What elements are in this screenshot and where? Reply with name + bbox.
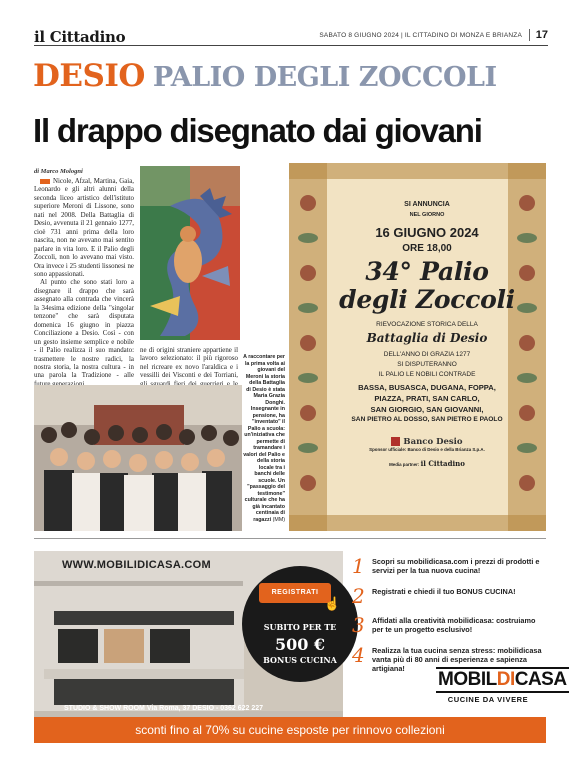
ad-discount-banner: sconti fino al 70% su cucine esposte per rinnovo collezioni <box>34 717 546 743</box>
poster-contrade-line: PIAZZA, PRATI, SAN CARLO, <box>374 394 480 403</box>
media-name: il Cittadino <box>420 459 465 468</box>
paragraph-text: ne di origini straniere appartiene il lavoro selezionato: il più rigoroso nel ricreare ex novo l'araldica e i vessilli dei Visconti e dei Torriani, <box>140 347 238 380</box>
brand-logo <box>436 667 569 693</box>
ad-url[interactable]: WWW.MOBILIDICASA.COM <box>62 559 211 571</box>
article-column-1 <box>34 178 134 380</box>
poster-line: SI DISPUTERANNO <box>397 361 457 368</box>
article-paragraph <box>34 178 134 279</box>
poster-media <box>329 459 525 468</box>
mobilidicasa-brand <box>436 667 567 704</box>
poster-time: ORE 18,00 <box>402 243 452 254</box>
drappo-artwork-photo <box>140 166 240 340</box>
section-kicker <box>33 58 497 92</box>
step-number: 4 <box>352 642 365 667</box>
headline: Il drappo disegnato dai giovani <box>33 112 482 149</box>
media-label: Media partner: <box>389 462 420 467</box>
page-number: 17 <box>529 29 548 41</box>
step-number: 2 <box>352 583 365 608</box>
register-button[interactable]: REGISTRATI <box>259 583 331 603</box>
dateline: SABATO 8 GIUGNO 2024 | IL CITTADINO DI MONZA E BRIANZA <box>319 32 522 39</box>
promo-line-1: SUBITO PER TE <box>263 622 337 632</box>
caption-credit: (MM) <box>272 516 285 523</box>
step-text: Affidati alla creatività mobilidicasa: costruiamo per te un progetto esclusivo! <box>372 616 536 634</box>
promo-line-3: BONUS CUCINA <box>263 655 337 665</box>
drappo-artwork-image <box>140 166 240 340</box>
banco-desio-logo-icon <box>391 437 400 446</box>
poster-battle: Battaglia di Desio <box>366 331 488 345</box>
poster-content <box>329 181 525 511</box>
bank-name: Banco Desio <box>403 436 463 447</box>
brand-tagline: CUCINE DA VIVERE <box>447 695 529 704</box>
step-number: 3 <box>352 613 365 637</box>
paragraph-text: Nicole, Afzal, Martina, Gaia, Leonardo e gli altri alunni della seconda liceo artistico dell'istituto superiore Meroni di Lissone, sono nati nel 2008. Della Battaglia di Desio, avvenuta il 21 gennaio 1277, cioè 731 anni prima della loro nascita, non ne avevano mai sentito parlare in vita loro. E il Palio degli Zoccoli, non lo avevano mai visto. Ora invece i 25 studenti lissonesi ne sono appassionati. <box>34 178 134 278</box>
poster-line: DELL'ANNO DI GRAZIA 1277 <box>383 351 471 358</box>
group-photo-image <box>34 385 242 531</box>
kicker-place: DESIO <box>33 58 145 94</box>
poster-line: RIEVOCAZIONE STORICA DELLA <box>376 321 478 328</box>
palio-poster <box>289 163 546 531</box>
promo-amount: 500 € <box>274 635 326 654</box>
kicker-event: PALIO DEGLI ZOCCOLI <box>152 62 497 93</box>
article-paragraph: Al punto che sono stati loro a disegnare il drappo che sarà assegnato alla contrada che vincerà la 34esima edizione della "singolar tenzone" che sarà disputata domenica 16 giugno in piazza Conciliazione a Desio. Così - con un gesto insieme semplice e nobile - il Palio realizza il suo mandato: trasmettere le nostre radici, la nostra storia, la nostra cultura - in una parola la Tradizione - alle <box>34 279 134 380</box>
step-text: Scopri su mobilidicasa.com i prezzi di prodotti e servizi per la tua nuova cucina! <box>372 557 540 575</box>
poster-title-2: degli Zoccoli <box>339 285 515 314</box>
ad-step <box>352 583 548 613</box>
mobilidicasa-ad <box>34 551 567 743</box>
poster-title-1: 34° Palio <box>365 257 489 286</box>
step-text: Registrati e chiedi il tuo BONUS CUCINA! <box>372 586 516 596</box>
poster-line: NEL GIORNO <box>409 212 445 218</box>
newspaper-logo: il Cittadino <box>34 28 126 46</box>
step-text: Realizza la tua cucina senza stress: mobilidicasa vanta più di 80 anni di esperienza e sapienza artigiana! <box>372 645 542 673</box>
ad-step <box>352 613 548 642</box>
ad-steps <box>352 554 548 685</box>
poster-contrade-line: SAN PIETRO AL DOSSO, SAN PIETRO E PAOLO <box>351 416 503 423</box>
poster-line: IL PALIO LE NOBILI CONTRADE <box>378 371 476 378</box>
step-number: 1 <box>352 554 365 578</box>
masthead <box>34 28 548 46</box>
poster-contrade-line: SAN GIORGIO, SAN GIOVANNI, <box>370 405 484 414</box>
students-group-photo <box>34 385 242 531</box>
promo-circle <box>242 566 358 682</box>
section-divider <box>34 538 546 539</box>
brand-part: MOBIL <box>438 669 497 690</box>
poster-line: SI ANNUNCIA <box>404 201 450 208</box>
poster-date: 16 GIUGNO 2024 <box>375 225 479 240</box>
photo-caption <box>243 354 285 529</box>
poster-contrade-line: BASSA, BUSASCA, DUGANA, FOPPA, <box>358 383 496 392</box>
hand-pointer-icon: ☝ <box>324 596 341 611</box>
ad-showroom: STUDIO & SHOW ROOM Via Roma, 37 DESIO - 0362 622 227 <box>64 705 264 712</box>
ad-step <box>352 554 548 583</box>
poster-sponsor: Sponsor ufficiale: Banco di Desio e della Brianza S.p.A. <box>369 447 485 452</box>
brand-part: DI <box>496 669 515 690</box>
lead-marker <box>40 179 50 184</box>
byline: di Marco Mologni <box>34 168 83 175</box>
caption-text: A raccontare per la prima volta ai giovani del Meroni la storia della Battaglia di Desio è stata Maria Grazia Donghi. Insegnante in pensione, ha "inventato" il Palio a scuola: un'iniziativa che permette di tramandare i valori del Palio e della storia locale tra i banchi delle scuole. Un "passaggio del testimone" culturale che ha già incantato centinaia di ragazzi <box>243 354 285 523</box>
brand-part: CASA <box>514 669 567 690</box>
